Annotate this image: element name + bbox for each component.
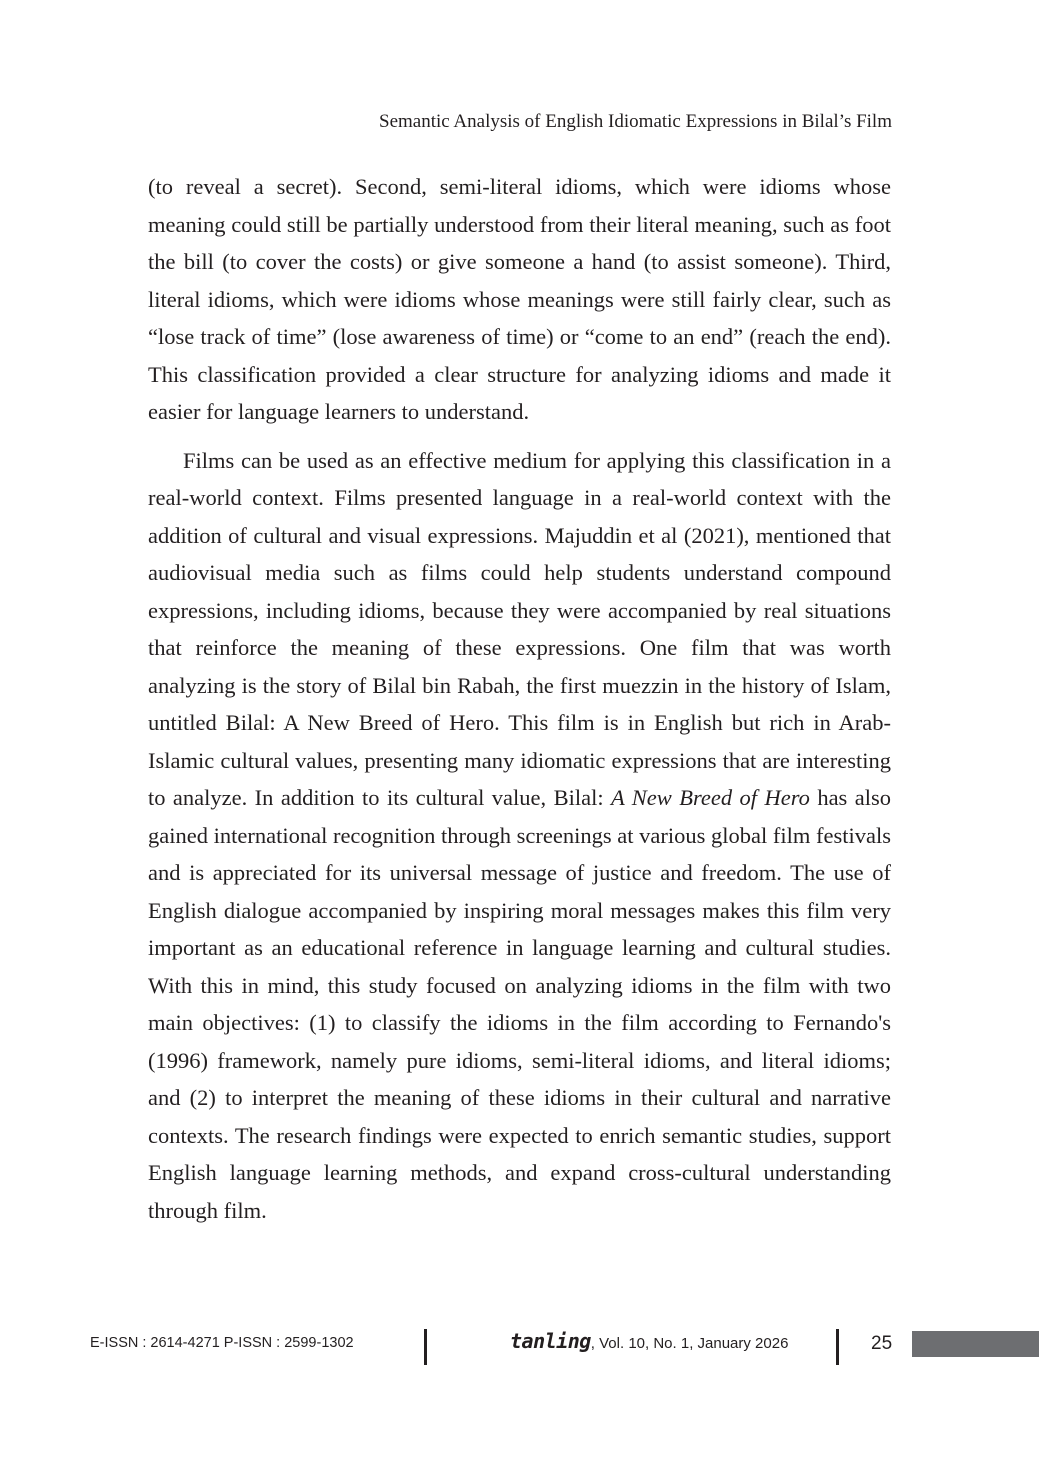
page-footer xyxy=(0,1327,1039,1367)
film-title-italic: A New Breed of Hero xyxy=(611,785,810,810)
volume-text: , Vol. 10, No. 1, January 2026 xyxy=(590,1335,789,1352)
footer-divider-right xyxy=(836,1329,839,1365)
paragraph-2 xyxy=(148,442,891,1230)
journal-info xyxy=(510,1329,788,1356)
paragraph-2-text-a: Films can be used as an effective medium for applying this classification in a real-world context. Films presented language in a real-world context with the addition of cultural and visual expressions. Majuddin et al (2021), mentioned that audiovisual media such as films could help students understand compound expressions, including idioms, because they were accompanied by real situations that reinforce the meaning of these expressions. One film that was worth analyzing is the story of Bilal bin Rabah, the first muezzin in the history of Islam, untitled Bilal: A New Breed of Hero. This film is in English but rich in Arab-Islamic cultural values, presenting many idiomatic expressions that are interesting to analyze. In addition to its cultural value, Bilal: xyxy=(148,447,891,810)
footer-gray-bar xyxy=(912,1331,1039,1357)
footer-divider-left xyxy=(424,1329,427,1365)
issn-text: E-ISSN : 2614-4271 P-ISSN : 2599-1302 xyxy=(90,1335,354,1351)
article-body xyxy=(148,168,891,1229)
paragraph-2-text-b: has also gained international recognition through screenings at various global film festivals and is appreciated for its universal message of justice and freedom. The use of English dialogue accompanied by inspiring moral messages makes this film very important as an educational reference in language learning and cultural studies. With this in mind, this study focused on analyzing idioms in the film with two main objectives: (1) to classify the idioms in the film according to Fernando's (1996) framework, namely pure idioms, semi-literal idioms, and literal idioms; and (2) to interpret the meaning of these idioms in their cultural and narrative contexts. The research findings were expected to enrich semantic studies, support English language learning methods, and expand cross-cultural understanding through film. xyxy=(148,785,891,1223)
page-number: 25 xyxy=(871,1333,893,1354)
journal-logo: tanling xyxy=(510,1329,591,1353)
paragraph-1: (to reveal a secret). Second, semi-literal idioms, which were idioms whose meaning could still be partially understood from their literal meaning, such as foot the bill (to cover the costs) or give someone a hand (to assist someone). Third, literal idioms, which were idioms whose meanings were still fairly clear, such as “lose track of time” (lose awareness of time) or “come to an end” (reach the end). This classification provided a clear structure for analyzing idioms and made it easier for language learners to understand. xyxy=(148,174,891,424)
running-header: Semantic Analysis of English Idiomatic Expressions in Bilal’s Film xyxy=(379,111,892,132)
